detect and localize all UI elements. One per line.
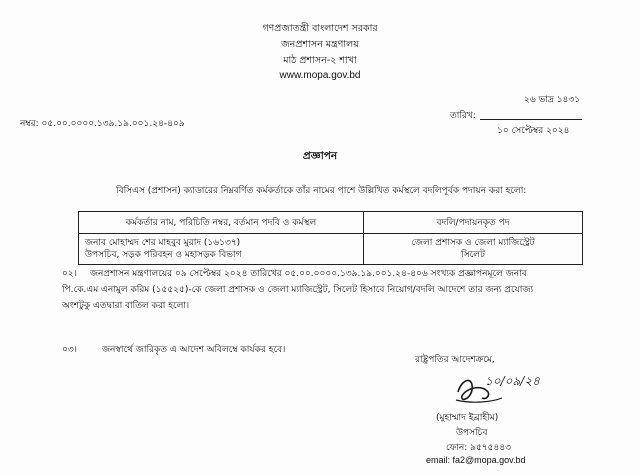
officer-current-post: উপসচিব, সড়ক পরিবহন ও মহাসড়ক বিভাগ [85,250,242,260]
col-posting-header: বদলি/পদায়নকৃত পদ [364,212,583,234]
website: www.mopa.gov.bd [279,70,361,81]
signature-date: ১০/০৯/২৪ [485,374,540,388]
document-title: প্রজ্ঞাপন [302,150,338,162]
officer-name: জনাব মোহাম্মদ শের মাহবুব মুরাদ (১৬১৩৭) [85,238,241,248]
para3-number: ০৩। [62,345,77,355]
officer-cell [79,234,364,265]
order-of-president: রাষ্ট্রপতির আদেশক্রমে, [415,355,495,365]
intro-text: বিসিএস (প্রশাসন) ক্যাডারের নিম্নবর্ণিত কর্মকর্তাকে তাঁর নামের পাশে উল্লিখিত কর্মস্থলে বদলিপূর্বক পদায়ন করা হলো: [116,186,527,196]
date-divider [480,119,582,120]
col-officer-header: কর্মকর্তার নাম, পরিচিতি নম্বর, বর্তমান পদবি ও কর্মস্থল [79,212,364,234]
memo-number: নম্বর: ০৫.০০.০০০০.১৩৯.১৯.০০১.২৪-৪০৯ [20,119,185,129]
signatory-name: (মুহাম্মাদ ইব্রাহীম) [436,413,499,423]
signatory-phone: ফোন: ৯৫৭৫৪৪৩ [446,443,512,453]
para2-line3: অংশটুকু এতদ্বারা বাতিল করা হলো। [62,301,190,311]
signatory-designation: উপসচিব [456,428,488,438]
govt-name: গণপ্রজাতন্ত্রী বাংলাদেশ সরকার [262,23,378,34]
para3-text: জনস্বার্থে জারিকৃত এ আদেশ অবিলম্বে কার্যকর হবে। [102,345,286,355]
new-post-title: জেলা প্রশাসক ও জেলা ম্যাজিস্ট্রেট [411,238,535,248]
para2-line1: জনপ্রশাসন মন্ত্রণালয়ের ০৯ সেপ্টেম্বর ২০২৪ তারিখের ০৫.০০.০০০০.১৩৯.১৯.০০১.২৪-৪০৬ সংখ্যক প্রজ্ঞাপনমূলে জনাব [90,269,527,279]
new-post-location: সিলেট [461,250,485,260]
signatory-email: email: fa2@mopa.gov.bd [426,455,526,465]
posting-cell [364,234,583,265]
ministry-name: জনপ্রশাসন মন্ত্রণালয় [281,39,359,50]
date-label: তারিখ: [450,111,476,121]
branch-name: মাঠ প্রশাসন-২ শাখা [283,55,357,66]
para2-line2: পি.কে.এম এনামুল করিম (১৫৫২৫)-কে জেলা প্রশাসক ও জেলা ম্যাজিস্ট্রেট, সিলেট হিসাবে নিয়োগ/বদলি আদেশে তার জন্য প্রযোজ্য [62,285,534,295]
para2-number: ০২। [62,269,77,279]
posting-table [78,211,583,265]
date-bangla: ২৬ ভাদ্র ১৪৩১ [524,95,581,105]
date-english: ১০ সেপ্টেম্বর ২০২৪ [497,126,570,136]
table-header-row [79,212,583,234]
table-row [79,234,583,265]
